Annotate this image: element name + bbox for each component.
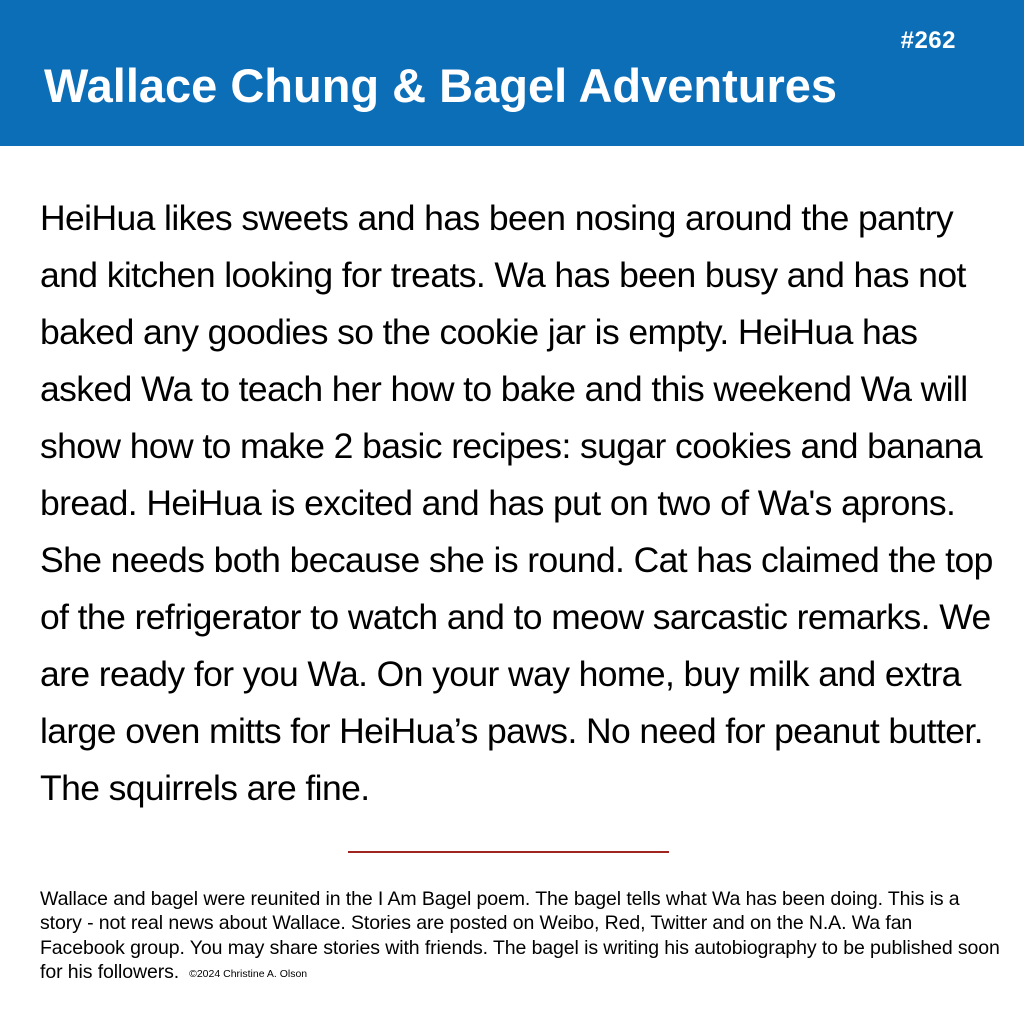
page-title: Wallace Chung & Bagel Adventures bbox=[44, 59, 838, 112]
issue-number: #262 bbox=[900, 27, 956, 54]
story-text: HeiHua likes sweets and has been nosing around the pantry and kitchen looking for treats. Wa has been busy and has not baked any goodies so the cookie jar is empty. HeiHua has asked Wa to teach her how to bake and this weekend Wa will show how to make 2 basic recipes: sugar cookies and banana bread. HeiHua is excited and has put on two of Wa's aprons. She needs both because she is round. Cat has claimed the top of the refrigerator to watch and to meow sarcastic remarks. We are ready for you Wa. On your way home, buy milk and extra large oven mitts for HeiHua’s paws. No need for peanut butter. The squirrels are fine. bbox=[40, 198, 993, 808]
copyright-notice: ©2024 Christine A. Olson bbox=[189, 968, 308, 981]
divider-line bbox=[348, 851, 669, 853]
header-banner bbox=[0, 0, 1024, 146]
footnote-text: Wallace and bagel were reunited in the I Am Bagel poem. The bagel tells what Wa has been doing. This is a story - not real news about Wallace. Stories are posted on Weibo, Red, Twitter and on the N.A. Wa fan Facebook group. You may share stories with friends. The bagel is writing his autobiography to be published soon for his followers. bbox=[40, 888, 1000, 984]
footnote bbox=[40, 887, 1000, 987]
